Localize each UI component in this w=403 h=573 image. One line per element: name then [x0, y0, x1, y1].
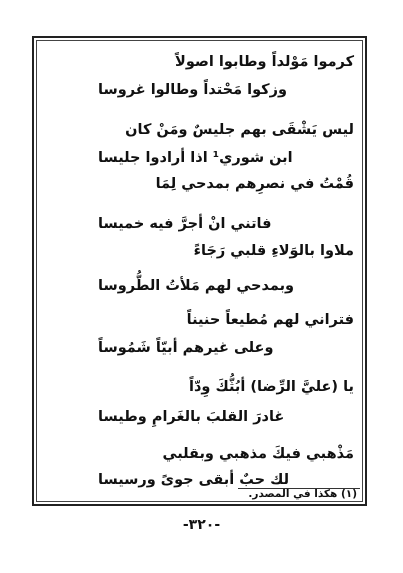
verse-line-10: وعلى غيرهم أبيّاً شَمُوساً [98, 340, 274, 356]
verse-line-13: مَذْهبي فيكَ مذهبي وبقلبي [162, 446, 354, 462]
verse-line-5: قُمْتُ في نصرِهم بمدحي لِمَا [155, 176, 354, 192]
footnote: (١) هكذا في المصدر. [248, 488, 357, 500]
verse-line-9: فتراني لهم مُطيعاً حنيناً [186, 312, 354, 328]
verse-line-2: وزكوا مَحْتداً وطالوا غروسا [98, 82, 287, 98]
verse-line-6: فاتني انْ أجرَّ فيه خميسا [98, 216, 272, 232]
verse-line-12: غادرَ القلبَ بالغَرامِ وطيسا [98, 409, 285, 425]
verse-line-14: لك حبٌ أبقى جوىً ورسيسا [98, 472, 290, 488]
page-number: -٣٢٠- [182, 517, 221, 533]
verse-line-1: كرموا مَوْلداً وطابوا اصولاً [175, 54, 354, 70]
verse-line-7: ملاوا بالوَلاءِ قلبي رَجَاءً [193, 243, 354, 259]
verse-line-11: يا (عليَّ الرِّضا) أبُثُّكَ وِدّاً [189, 379, 354, 395]
verse-line-4: ابن شوري¹ اذا أرادوا جليسا [98, 150, 293, 166]
poem-verses [40, 44, 362, 488]
verse-line-8: وبمدحي لهم مَلأتُ الطُّروسا [98, 278, 295, 294]
verse-line-3: ليس يَشْقَى بهم جليسٌ ومَنْ كان [125, 122, 354, 138]
